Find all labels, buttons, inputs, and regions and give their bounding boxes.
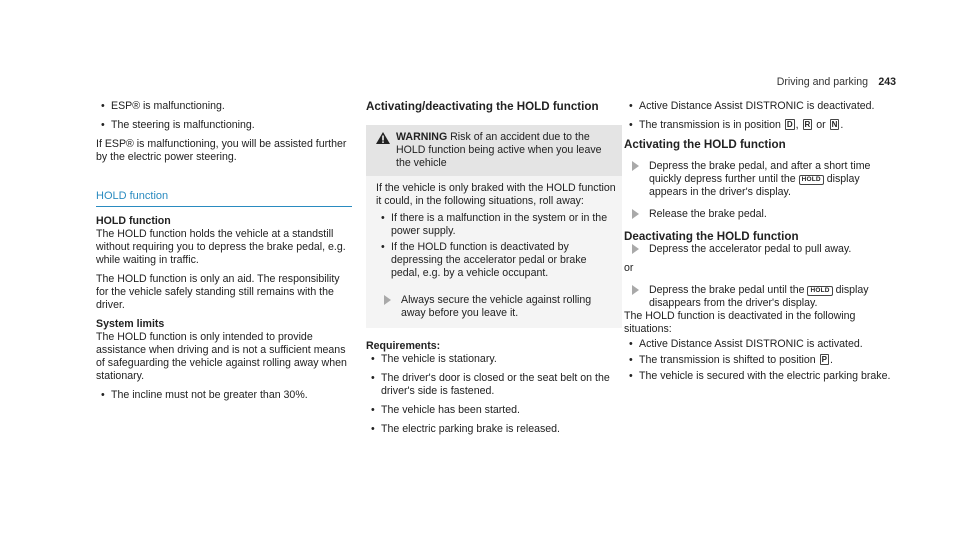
arrow-icon — [632, 244, 639, 254]
hold-text-1: The HOLD function holds the vehicle at a standstill without requiring you to depress the brake pedal, e.g. while waiting in traffic. — [96, 228, 346, 266]
list-item: • The vehicle has been started. — [366, 404, 622, 417]
header-section: Driving and parking — [776, 76, 868, 88]
limits-heading: System limits — [96, 318, 165, 330]
step-4 — [624, 284, 896, 310]
list-item: • The transmission is shifted to position P . — [624, 354, 896, 367]
step-4-text-end: disappears from the driver's display. — [649, 297, 818, 309]
or-label: or — [624, 262, 634, 274]
section-rule — [96, 206, 352, 207]
step-2-text: Release the brake pedal. — [649, 208, 767, 220]
column-3 — [624, 100, 896, 389]
list-item: • The electric parking brake is released. — [366, 423, 622, 436]
column-1 — [96, 100, 352, 408]
list-item: • Active Distance Assist DISTRONIC is activated. — [624, 338, 896, 351]
step-4-text-mid: display — [835, 284, 869, 296]
list-item: • Active Distance Assist DISTRONIC is deactivated. — [624, 100, 896, 113]
step-2 — [624, 208, 896, 221]
deactivate-heading: Deactivating the HOLD function — [624, 230, 799, 243]
column-2 — [366, 100, 622, 442]
page-number: 243 — [878, 76, 896, 88]
list-item: • The driver's door is closed or the seat belt on the driver's side is fastened. — [366, 372, 622, 398]
list-item: • ESP® is malfunctioning. — [96, 100, 352, 113]
step-4-text: Depress the brake pedal until the — [649, 284, 805, 296]
limits-text: The HOLD function is only intended to provide assistance when driving and is not a sufficient means of safeguarding the vehicle against rolling away when stationary. — [96, 331, 347, 382]
gear-text: The transmission is in position — [639, 119, 781, 131]
gear-n-symbol: N — [831, 120, 838, 129]
esp-note: If ESP® is malfunctioning, you will be assisted further by the electric power steering. — [96, 138, 347, 163]
hold-icon: HOLD — [799, 175, 824, 185]
warning-header — [366, 125, 622, 176]
hold-heading: HOLD function — [96, 215, 171, 227]
step-1-text-end: display appears in the driver's display. — [649, 173, 860, 198]
warning-action-text: Always secure the vehicle against rolling away before you leave it. — [401, 294, 592, 319]
step-1 — [624, 160, 896, 199]
activate-heading: Activating the HOLD function — [624, 138, 786, 151]
hold-icon: HOLD — [807, 286, 832, 296]
arrow-icon — [384, 295, 391, 305]
step-3-text: Depress the accelerator pedal to pull away. — [649, 243, 852, 255]
arrow-icon — [632, 285, 639, 295]
list-item: • If the HOLD function is deactivated by depressing the accelerator pedal or brake pedal, e.g. by a vehicle occupant. — [376, 241, 616, 280]
hold-text-2: The HOLD function is only an aid. The responsibility for the vehicle safely standing still remains with the driver. — [96, 273, 340, 311]
step-1-text: Depress the brake pedal, and after a short time quickly depress further until the — [649, 160, 871, 185]
step-3 — [624, 243, 896, 256]
arrow-icon — [632, 161, 639, 171]
warning-label: WARNING — [396, 131, 448, 143]
activating-heading: Activating/deactivating the HOLD function — [366, 100, 599, 113]
arrow-icon — [632, 209, 639, 219]
or-text: or — [816, 119, 826, 131]
list-item: • The steering is malfunctioning. — [96, 119, 352, 132]
warning-box — [366, 125, 622, 328]
section-title: HOLD function — [96, 190, 169, 202]
requirements-heading: Requirements: — [366, 340, 441, 352]
warning-body — [366, 176, 622, 328]
gear-p-text: The transmission is shifted to position — [639, 354, 816, 366]
list-item: • The vehicle is stationary. — [366, 353, 622, 366]
warning-text: Risk of an accident due to the HOLD function being active when you leave the vehicle — [396, 131, 602, 169]
gear-p-symbol: P — [821, 355, 827, 364]
warning-icon — [376, 132, 390, 144]
deactivation-text: The HOLD function is deactivated in the following situations: — [624, 310, 856, 335]
warning-body-text: If the vehicle is only braked with the HOLD function it could, in the following situations, roll away: — [376, 182, 616, 207]
gear-r-symbol: R — [804, 120, 811, 129]
warning-action — [376, 294, 616, 320]
gear-d-symbol: D — [786, 120, 793, 129]
list-item: • If there is a malfunction in the system or in the power supply. — [376, 212, 616, 238]
list-item: • The incline must not be greater than 30%. — [96, 389, 352, 402]
list-item: • The transmission is in position D , R or N . — [624, 119, 896, 132]
list-item: • The vehicle is secured with the electric parking brake. — [624, 370, 896, 383]
